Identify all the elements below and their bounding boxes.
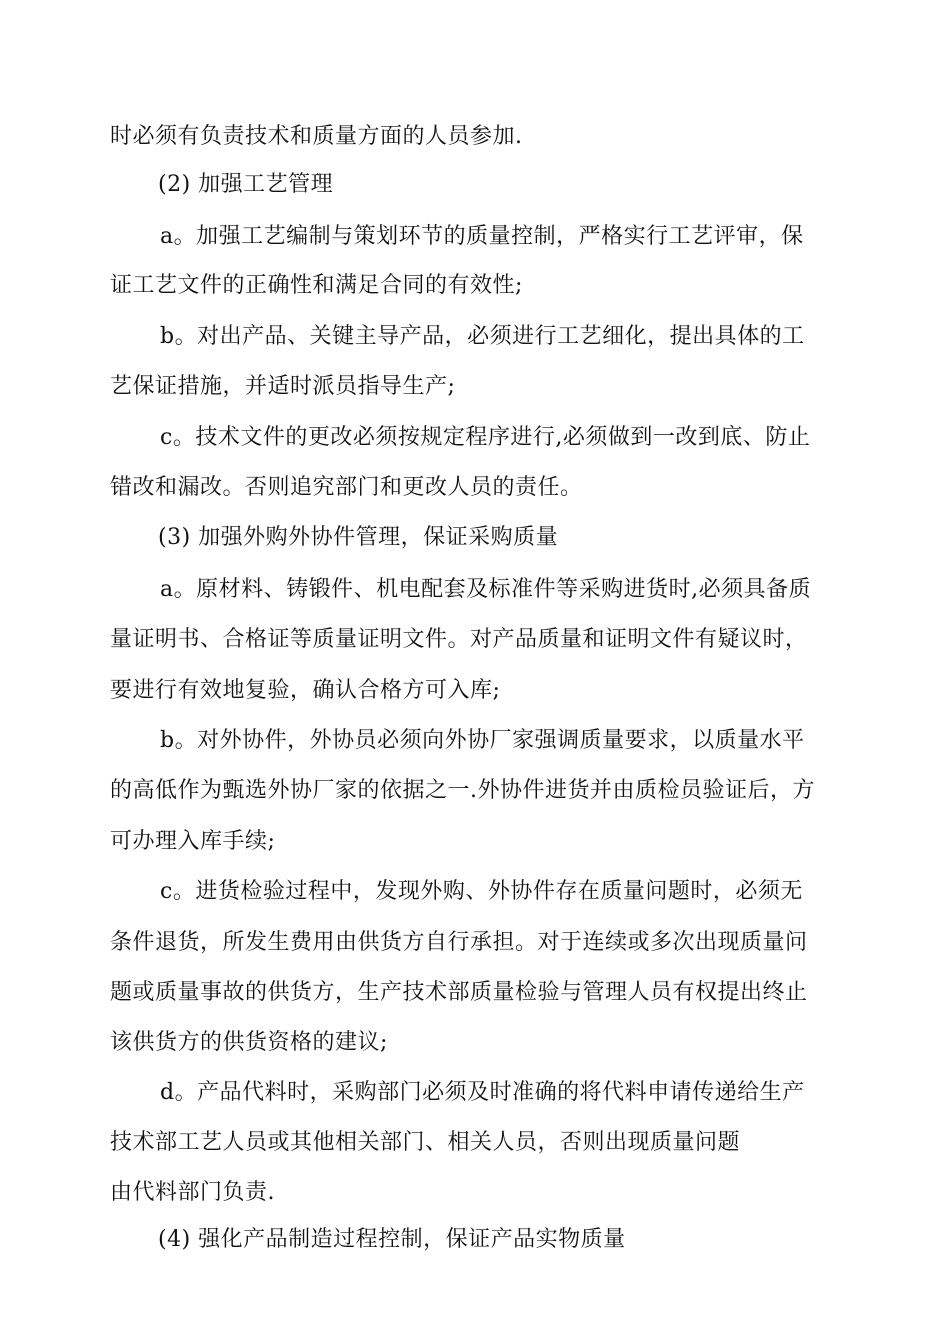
- text-line-19: 该供货方的供货资格的建议;: [110, 1030, 388, 1055]
- text-line-11: 量证明书、合格证等质量证明文件。对产品质量和证明文件有疑议时，: [110, 627, 808, 652]
- section-heading-4: (4) 强化产品制造过程控制，保证产品实物质量: [158, 1227, 626, 1252]
- text-line-22: 由代料部门负责.: [110, 1180, 275, 1205]
- text-line-3: a。加强工艺编制与策划环节的质量控制，严格实行工艺评审，保: [160, 224, 804, 249]
- text-line-20: d。产品代料时，采购部门必须及时准确的将代料申请传递给生产: [160, 1080, 805, 1105]
- section-heading-3: (3) 加强外购外协件管理，保证采购质量: [158, 525, 559, 550]
- text-line-4: 证工艺文件的正确性和满足合同的有效性;: [110, 273, 523, 298]
- text-line-6: 艺保证措施，并适时派员指导生产;: [110, 374, 456, 399]
- text-line-15: 可办理入库手续;: [110, 829, 276, 854]
- text-line-16: c。进货检验过程中，发现外购、外协件存在质量问题时，必须无: [160, 879, 803, 904]
- text-line-12: 要进行有效地复验，确认合格方可入库;: [110, 678, 501, 703]
- section-heading-2: (2) 加强工艺管理: [158, 172, 334, 197]
- text-line-8: 错改和漏改。否则追究部门和更改人员的责任。: [110, 475, 583, 500]
- text-line-10: a。原材料、铸锻件、机电配套及标准件等采购进货时,必须具备质: [160, 577, 812, 602]
- text-line-17: 条件退货，所发生费用由供货方自行承担。对于连续或多次出现质量问: [110, 930, 808, 955]
- text-line-7: c。技术文件的更改必须按规定程序进行,必须做到一改到底、防止: [160, 425, 811, 450]
- text-line-21: 技术部工艺人员或其他相关部门、相关人员，否则出现质量问题: [110, 1130, 741, 1155]
- text-line-1: 时必须有负责技术和质量方面的人员参加.: [110, 124, 523, 149]
- text-line-14: 的高低作为甄选外协厂家的依据之一.外协件进货并由质检员验证后，方: [110, 778, 815, 803]
- text-line-18: 题或质量事故的供货方，生产技术部质量检验与管理人员有权提出终止: [110, 980, 808, 1005]
- text-line-5: b。对出产品、关键主导产品，必须进行工艺细化，提出具体的工: [160, 324, 805, 349]
- text-line-13: b。对外协件，外协员必须向外协厂家强调质量要求，以质量水平: [160, 728, 805, 753]
